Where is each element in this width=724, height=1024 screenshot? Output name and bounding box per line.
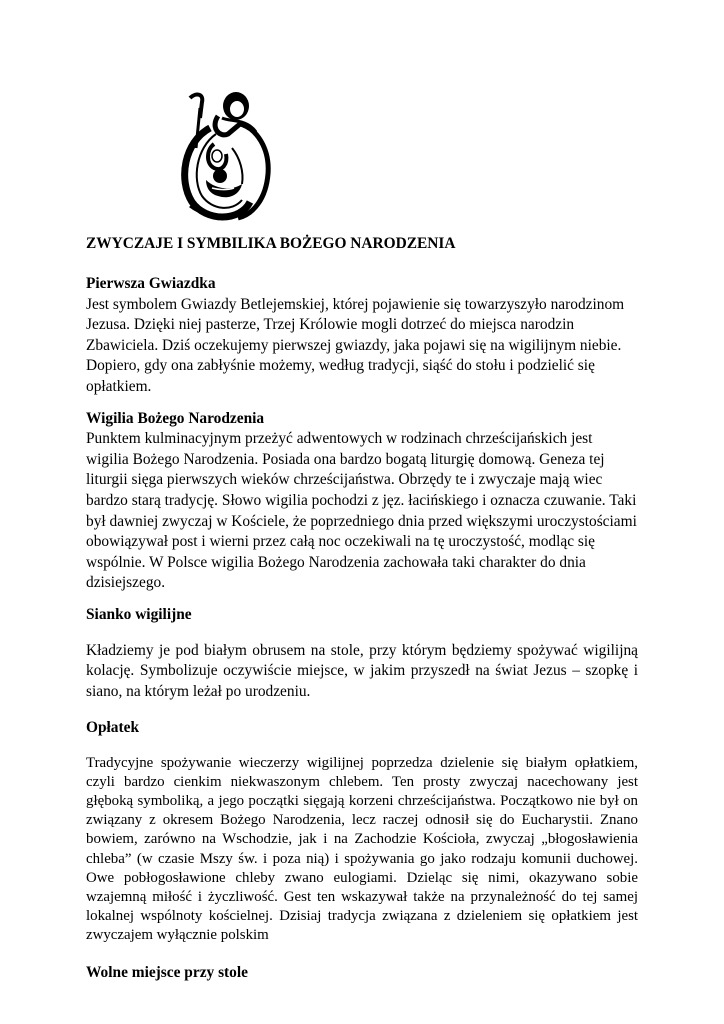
section-heading-oplatek: Opłatek <box>86 719 140 736</box>
document-body <box>86 234 638 983</box>
document-title: ZWYCZAJE I SYMBILIKA BOŻEGO NARODZENIA <box>86 235 456 252</box>
section-text-sianko: Kładziemy je pod białym obrusem na stole, przy którym będziemy spożywać wigilijną kolację. Symbolizuje oczywiście miejsce, w jakim przyszedł na świat Jezus – szopkę i siano, na którym leżał po urodzeniu. <box>86 641 638 700</box>
section-heading-wolne-miejsce: Wolne miejsce przy stole <box>86 963 248 981</box>
section-heading-sianko: Sianko wigilijne <box>86 605 192 623</box>
section-heading-wigilia: Wigilia Bożego Narodzenia <box>86 409 265 427</box>
section-text-oplatek: Tradycyjne spożywanie wieczerzy wigilijnej poprzedza dzielenie się białym opłatkiem, czyli bardzo cienkim niekwaszonym chlebem. Ten prosty zwyczaj nacechowany jest głęboką symboliką, a jego początki sięgają korzeni chrześcijaństwa. Początkowo nie był on związany z okresem Bożego Narodzenia, lecz raczej odnosił się do Eucharystii. Znano bowiem, zarówno na Wschodzie, jak i na Zachodzie Kościoła, zwyczaj „błogosławienia chleba” (w czasie Mszy św. i poza nią) i spożywania go jako rodzaju komunii duchowej. Owe pobłogosławione chleby zwano eulogiami. Dzieląc się nimi, okazywano sobie wzajemną miłość i życzliwość. Gest ten wskazywał także na przynależność do tej samej lokalnej wspólnoty kościelnej. Dzisiaj tradycja związana z dzieleniem się opłatkiem jest zwyczajem wyłącznie polskim <box>86 754 638 944</box>
section-heading-pierwsza-gwiazdka: Pierwsza Gwiazdka <box>86 275 216 292</box>
nativity-holy-family-icon <box>170 88 280 222</box>
section-text-wigilia: Punktem kulminacyjnym przeżyć adwentowych w rodzinach chrześcijańskich jest wigilia Bożego Narodzenia. Posiada ona bardzo bogatą liturgię domową. Geneza tej liturgii sięga pierwszych wieków chrześcijaństwa. Obrzędy te i zwyczaje mają wiec bardzo starą tradycję. Słowo wigilia pochodzi z jęz. łacińskiego i oznacza czuwanie. Taki był dawniej zwyczaj w Kościele, że poprzedniego dnia przed większymi uroczystościami obowiązywał post i wierni przez całą noc oczekiwali na tę uroczystość, modląc się wspólnie. W Polsce wigilia Bożego Narodzenia zachowała taki charakter do dnia dzisiejszego. <box>86 430 637 592</box>
section-text-pierwsza-gwiazdka: Jest symbolem Gwiazdy Betlejemskiej, której pojawienie się towarzyszyło narodzinom Jezusa. Dzięki niej pasterze, Trzej Królowie mogli dotrzeć do miejsca narodzin Zbawiciela. Dziś oczekujemy pierwszej gwiazdy, jaka pojawi się na wigilijnym niebie. Dopiero, gdy ona zabłyśnie możemy, według tradycji, siąść do stołu i podzielić się opłatkiem. <box>86 295 625 395</box>
